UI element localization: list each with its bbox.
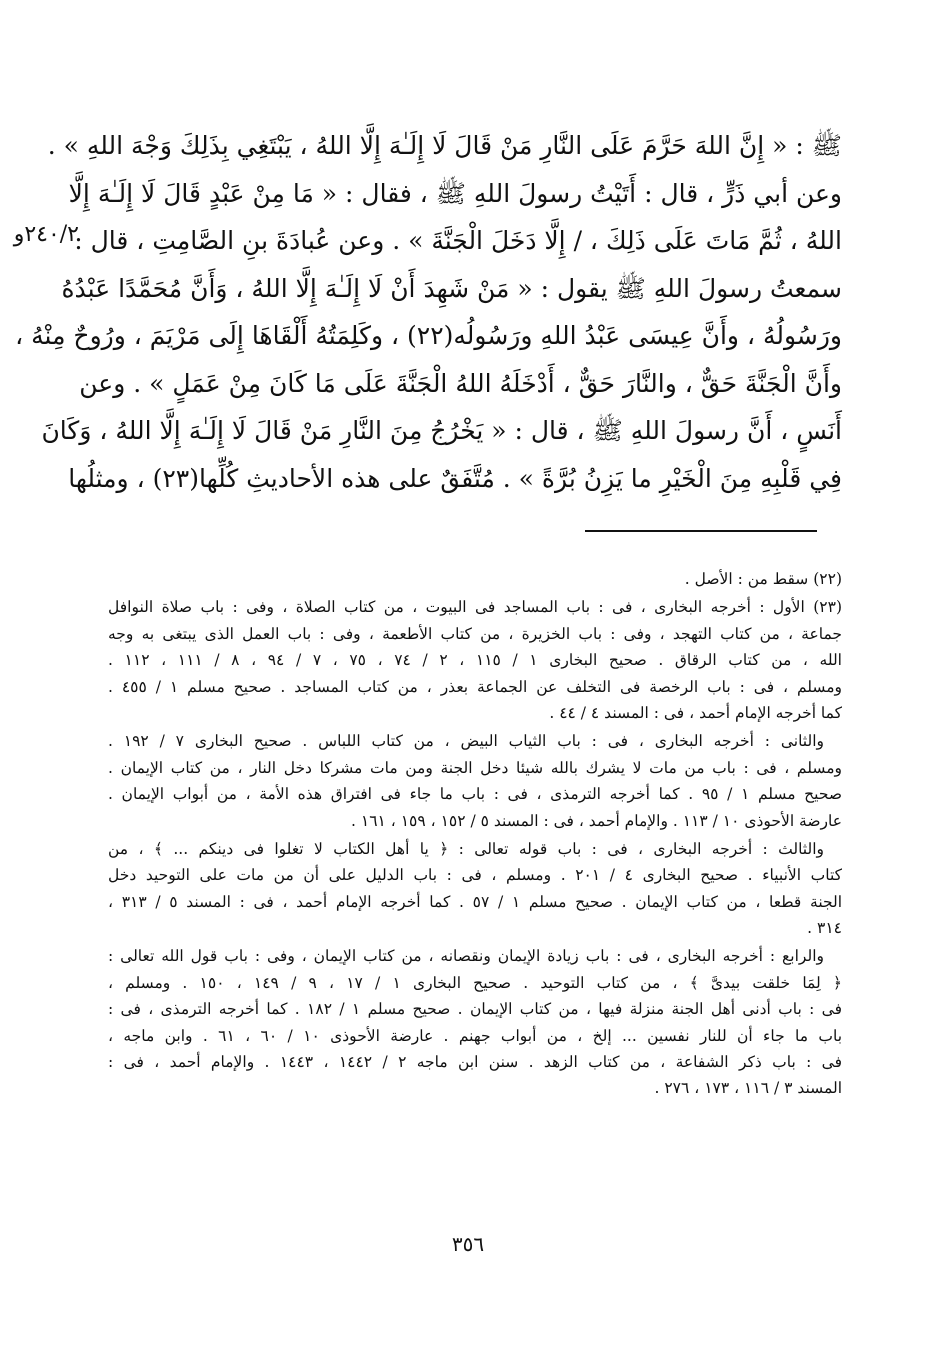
footnote-line: الجنة قطعا ، من كتاب الإيمان . صحيح مسلم ١ / ٥٧ . كما أخرجه الإمام أحمد ، فى : المسند ٥ / ٣١٣ ،	[108, 892, 843, 911]
footnote-line: (٢٣) الأول : أخرجه البخارى ، فى : باب المساجد فى البيوت ، من كتاب الصلاة ، وفى : باب صلاة النوافل	[108, 598, 842, 617]
footnote-line: فى : باب ذكر الشفاعة ، من كتاب الزهد . سنن ابن ماجه ٢ / ١٤٤٢ ، ١٤٤٣ . والإمام أحمد ، فى :	[108, 1053, 843, 1072]
page-number: ٣٥٦	[451, 1232, 485, 1256]
footnote-line: والرابع : أخرجه البخارى ، فى : باب زيادة الإيمان ونقصانه ، من كتاب الإيمان ، وفى : باب قول الله تعالى :	[108, 947, 824, 966]
footnote-23-second-hadith	[108, 728, 842, 834]
footnote-line: كما أخرجه الإمام أحمد ، فى : المسند ٤ / ٤٤ .	[549, 703, 842, 722]
footnote-line: صحيح مسلم ١ / ٩٥ . كما أخرجه الترمذى ، فى : باب ما جاء فى افتراق هذه الأمة ، من أبواب الإيمان .	[108, 785, 843, 804]
footnote-line: ﴿ لِمَا خلقت بيدىَّ ﴾ ، من كتاب التوحيد . صحيح البخارى ١ / ١٧ ، ٩ / ١٤٩ ، ١٥٠ . ومسلم ،	[108, 973, 842, 992]
footnote-line: باب ما جاء أن للنار نفسين ... إلخ ، من أبواب جهنم . عارضة الأحوذى ١٠ / ٦٠ ، ٦١ . وابن ماجه ،	[108, 1026, 843, 1045]
footnote-line: فى : باب أدنى أهل الجنة منزلة فيها ، من كتاب الإيمان . صحيح مسلم ١ / ١٨٢ . كما أخرجه الترمذى ، فى :	[108, 1000, 842, 1019]
main-text-line: ورَسُولُهُ ، وأَنَّ عِيسَى عَبْدُ اللهِ ورَسُولُه(٢٢) ، وكَلِمَتُهُ أَلْقَاهَا إِلَى مَرْيَمَ ، ورُوحٌ مِنْهُ ،	[15, 321, 842, 350]
footnote-line: ٣١٤ .	[807, 919, 842, 938]
footnotes	[108, 566, 842, 1102]
main-text-line: وأَنَّ الْجَنَّةَ حَقٌّ ، والنَّارَ حَقٌّ ، أَدْخَلَهُ اللهُ الْجَنَّةَ عَلَى مَا كَانَ مِنْ عَمَلٍ » . وعن	[79, 368, 842, 398]
footnote-separator	[585, 530, 817, 532]
footnote-23-first-hadith	[108, 594, 842, 726]
footnote-line: جماعة ، من كتاب التهجد ، وفى : باب الخزيرة ، من كتاب الأطعمة ، وفى : باب العمل الذى يبتغى به وجه	[108, 624, 842, 643]
footnote-line: ومسلم ، فى : باب الرخصة فى التخلف عن الجماعة بعذر ، من كتاب المساجد . صحيح مسلم ١ / ٤٥٥ .	[108, 677, 843, 696]
footnote-line: (٢٢) سقط من : الأصل .	[684, 570, 842, 588]
main-text-line: ﷺ : « إِنَّ اللهَ حَرَّمَ عَلَى النَّارِ مَنْ قَالَ لَا إِلَـٰهَ إِلَّا اللهُ ، يَبْتَغِي بِذَلِكَ وَجْهَ اللهِ » .	[47, 131, 842, 160]
footnote-23-fourth-hadith	[108, 943, 842, 1101]
footnote-line: المسند ٣ / ١١٦ ، ١٧٣ ، ٢٧٦ .	[654, 1079, 842, 1098]
footnote-line: ومسلم ، فى : باب من مات لا يشرك بالله شيئا دخل الجنة ومن مات مشركا دخل النار ، من كتاب الإيمان .	[108, 758, 842, 777]
main-text-line: أَنَسٍ ، أَنَّ رسولَ اللهِ ﷺ ، قال : « يَخْرُجُ مِنَ النَّارِ مَنْ قَالَ لَا إِلَـٰهَ إِلَّا اللهُ ، وَكَانَ	[41, 416, 842, 445]
manuscript-folio-reference: ٢٤٠/٢و	[13, 222, 79, 247]
main-text-line: فِي قَلْبِهِ مِنَ الْخَيْرِ ما يَزِنُ بُرَّةً » . مُتَّفَقٌ على هذه الأحاديثِ كُلِّها(٢٣) ، ومثلُها	[68, 463, 842, 493]
footnote-line: والثانى : أخرجه البخارى ، فى : باب الثياب البيض ، من كتاب اللباس . صحيح البخارى ٧ / ١٩٢ .	[108, 732, 824, 751]
footnote-22	[108, 566, 842, 592]
footnote-23-third-hadith	[108, 836, 842, 942]
footnote-line: عارضة الأحوذى ١٠ / ١١٣ . والإمام أحمد ، فى : المسند ٥ / ١٥٢ ، ١٥٩ ، ١٦١ .	[351, 811, 842, 830]
main-text-line: اللهُ ، ثُمَّ مَاتَ عَلَى ذَلِكَ ، / إِلَّا دَخَلَ الْجَنَّةَ » . وعن عُبادَةَ بنِ الصَّامِتِ ، قال :	[74, 226, 842, 255]
footnote-line: الله ، من كتاب الرقاق . صحيح البخارى ١ / ١١٥ ، ٢ / ٧٤ ، ٧٥ ، ٧ / ٩٤ ، ٨ / ١١١ ، ١١٢ .	[108, 651, 842, 670]
main-text-line: سمعتُ رسولَ اللهِ ﷺ يقول : « مَنْ شَهِدَ أَنْ لَا إِلَـٰهَ إِلَّا اللهُ ، وَأَنَّ مُحَمَّدًا عَبْدُهُ	[61, 273, 842, 303]
footnote-line: كتاب الأنبياء . صحيح البخارى ٤ / ٢٠١ . ومسلم ، فى : باب الدليل على أن من مات على التوحيد دخل	[108, 866, 842, 885]
main-text-line: وعن أبي ذَرٍّ ، قال : أَتَيْتُ رسولَ اللهِ ﷺ ، فقال : « مَا مِنْ عَبْدٍ قَالَ لَا إِلَـٰهَ إِلَّا	[68, 178, 842, 208]
footnote-line: والثالث : أخرجه البخارى ، فى : باب قوله تعالى : ﴿ يا أهل الكتاب لا تغلوا فى دينكم ... ﴾ ، من	[108, 839, 824, 858]
